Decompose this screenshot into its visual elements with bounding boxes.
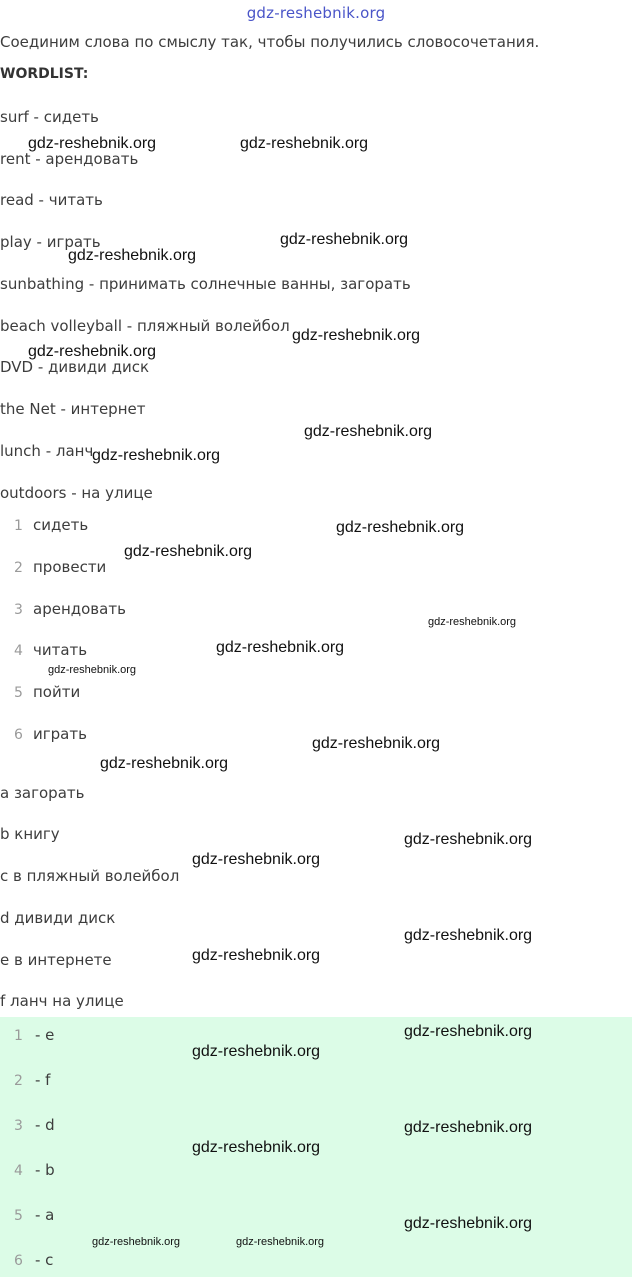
answer-text: - a bbox=[35, 1206, 55, 1224]
item-text: сидеть bbox=[33, 516, 89, 534]
watermark: gdz-reshebnik.org bbox=[124, 543, 253, 560]
wordlist-item: beach volleyball - пляжный волейбол bbox=[0, 317, 290, 335]
watermark: gdz-reshebnik.org bbox=[404, 927, 533, 944]
site-header[interactable]: gdz-reshebnik.org bbox=[246, 4, 386, 22]
lettered-item: a загорать bbox=[0, 784, 85, 802]
lettered-item: b книгу bbox=[0, 825, 60, 843]
watermark: gdz-reshebnik.org bbox=[280, 231, 409, 248]
lettered-item: c в пляжный волейбол bbox=[0, 867, 180, 885]
answer-number: 4 bbox=[14, 1163, 23, 1179]
item-number: 4 bbox=[14, 643, 23, 659]
wordlist-item: outdoors - на улице bbox=[0, 484, 153, 502]
lettered-item: d дивиди диск bbox=[0, 909, 116, 927]
wordlist-item: read - читать bbox=[0, 191, 103, 209]
answer-text: - e bbox=[35, 1026, 55, 1044]
lettered-item: e в интернете bbox=[0, 951, 112, 969]
answer-item bbox=[0, 1251, 53, 1269]
answer-number: 1 bbox=[14, 1028, 23, 1044]
watermark: gdz-reshebnik.org bbox=[28, 343, 157, 360]
item-number: 6 bbox=[14, 727, 23, 743]
answer-text: - b bbox=[35, 1161, 55, 1179]
lettered-item: f ланч на улице bbox=[0, 992, 124, 1010]
watermark: gdz-reshebnik.org bbox=[192, 851, 321, 868]
wordlist-title: WORDLIST: bbox=[0, 66, 89, 82]
watermark: gdz-reshebnik.org bbox=[192, 1043, 321, 1060]
watermark: gdz-reshebnik.org bbox=[192, 1139, 321, 1156]
item-number: 5 bbox=[14, 685, 23, 701]
item-text: читать bbox=[33, 641, 88, 659]
item-text: провести bbox=[33, 558, 107, 576]
wordlist-item: the Net - интернет bbox=[0, 400, 146, 418]
item-text: арендовать bbox=[33, 600, 126, 618]
wordlist-item: surf - сидеть bbox=[0, 108, 99, 126]
watermark: gdz-reshebnik.org bbox=[240, 135, 369, 152]
watermark: gdz-reshebnik.org bbox=[404, 831, 533, 848]
wordlist-item: rent - арендовать bbox=[0, 150, 139, 168]
watermark: gdz-reshebnik.org bbox=[304, 423, 433, 440]
wordlist-item: play - играть bbox=[0, 233, 101, 251]
answer-item bbox=[0, 1116, 55, 1134]
watermark: gdz-reshebnik.org bbox=[216, 639, 345, 656]
watermark: gdz-reshebnik.org bbox=[312, 735, 441, 752]
watermark: gdz-reshebnik.org bbox=[236, 1236, 325, 1248]
watermark: gdz-reshebnik.org bbox=[336, 519, 465, 536]
watermark: gdz-reshebnik.org bbox=[100, 755, 229, 772]
numbered-item bbox=[0, 641, 87, 659]
item-number: 3 bbox=[14, 602, 23, 618]
watermark: gdz-reshebnik.org bbox=[92, 447, 221, 464]
watermark: gdz-reshebnik.org bbox=[48, 664, 137, 676]
watermark: gdz-reshebnik.org bbox=[68, 247, 197, 264]
numbered-item bbox=[0, 516, 88, 534]
watermark: gdz-reshebnik.org bbox=[404, 1215, 533, 1232]
watermark: gdz-reshebnik.org bbox=[192, 947, 321, 964]
wordlist-item: sunbathing - принимать солнечные ванны, загорать bbox=[0, 275, 411, 293]
answer-number: 3 bbox=[14, 1118, 23, 1134]
watermark: gdz-reshebnik.org bbox=[404, 1119, 533, 1136]
item-number: 1 bbox=[14, 518, 23, 534]
watermark: gdz-reshebnik.org bbox=[92, 1236, 181, 1248]
item-text: пойти bbox=[33, 683, 81, 701]
watermark: gdz-reshebnik.org bbox=[28, 135, 157, 152]
answer-item bbox=[0, 1206, 54, 1224]
answer-text: - d bbox=[35, 1116, 55, 1134]
numbered-item bbox=[0, 683, 80, 701]
watermark: gdz-reshebnik.org bbox=[404, 1023, 533, 1040]
answer-item bbox=[0, 1026, 54, 1044]
answer-text: - c bbox=[35, 1251, 54, 1269]
numbered-item bbox=[0, 558, 106, 576]
answer-text: - f bbox=[35, 1071, 51, 1089]
item-number: 2 bbox=[14, 560, 23, 576]
answer-number: 5 bbox=[14, 1208, 23, 1224]
answer-item bbox=[0, 1161, 55, 1179]
task-intro: Соединим слова по смыслу так, чтобы получились словосочетания. bbox=[0, 33, 540, 51]
wordlist-item: lunch - ланч bbox=[0, 442, 94, 460]
wordlist-item: DVD - дивиди диск bbox=[0, 358, 150, 376]
answer-number: 6 bbox=[14, 1253, 23, 1269]
answer-item bbox=[0, 1071, 50, 1089]
answer-number: 2 bbox=[14, 1073, 23, 1089]
numbered-item bbox=[0, 725, 87, 743]
numbered-item bbox=[0, 600, 126, 618]
watermark: gdz-reshebnik.org bbox=[428, 616, 517, 628]
item-text: играть bbox=[33, 725, 87, 743]
watermark: gdz-reshebnik.org bbox=[292, 327, 421, 344]
